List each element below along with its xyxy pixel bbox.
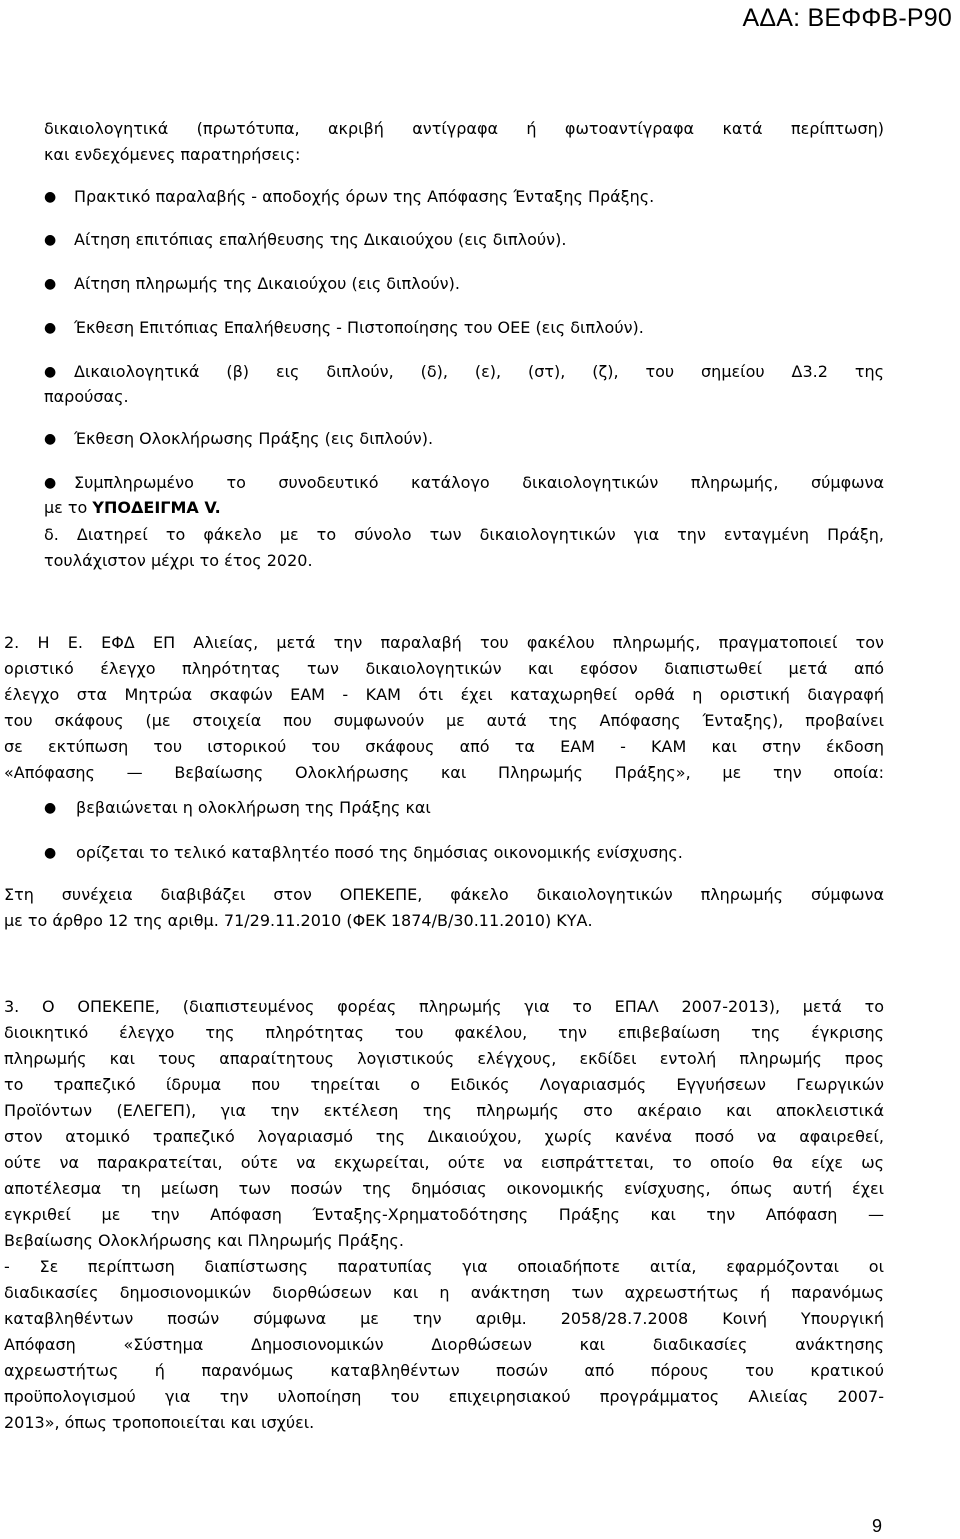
list-item-text: Δικαιολογητικά (β) εις διπλούν, (δ), (ε), (στ), (ζ), του σημείου Δ3.2 της xyxy=(74,362,884,381)
section-2-line: «Απόφασης — Βεβαίωσης Ολοκλήρωσης και Πληρωμής Πράξης», με την οποία: xyxy=(4,763,884,782)
list-item xyxy=(44,795,884,821)
section-4-line: - Σε περίπτωση διαπίστωσης παρατυπίας για οποιαδήποτε αιτία, εφαρμόζονται οι xyxy=(4,1257,884,1276)
bullet-icon: ● xyxy=(44,431,57,447)
section-4-paragraph xyxy=(4,1254,884,1436)
template-reference: ΥΠΟΔΕΙΓΜΑ V. xyxy=(92,498,221,517)
list-item-text: Έκθεση Ολοκλήρωσης Πράξης (εις διπλούν). xyxy=(74,429,434,448)
section-2-line: οριστικό έλεγχο πληρότητας των δικαιολογητικών και εφόσον διαπιστωθεί μετά από xyxy=(4,659,884,678)
bullet-icon: ● xyxy=(44,845,57,861)
delta-line-2: τουλάχιστον μέχρι το έτος 2020. xyxy=(44,551,313,570)
section-4-line: διαδικασίες δημοσιονομικών διορθώσεων και η ανάκτηση των αχρεωστήτως ή παρανόμως xyxy=(4,1283,884,1302)
list-item-continuation xyxy=(44,384,884,410)
list-item xyxy=(44,315,884,341)
list-item-text: Συμπληρωμένο το συνοδευτικό κατάλογο δικαιολογητικών πληρωμής, σύμφωνα xyxy=(74,473,884,492)
list-item-text: παρούσας. xyxy=(44,387,129,406)
list-item xyxy=(44,184,884,210)
page-number: 9 xyxy=(871,1516,882,1536)
bullet-icon: ● xyxy=(44,475,57,491)
section-3-line: ούτε να παρακρατείται, ούτε να εκχωρείται, ούτε να εισπράττεται, το οποίο θα είχε ως xyxy=(4,1153,884,1172)
section-3-line: 3. Ο ΟΠΕΚΕΠΕ, (διαπιστευμένος φορέας πληρωμής για το ΕΠΑΛ 2007-2013), μετά το xyxy=(4,997,884,1016)
ada-code: ΑΔΑ: ΒΕΦΦΒ-Ρ90 xyxy=(742,4,952,32)
section-3-line: το τραπεζικό ίδρυμα που τηρείται ο Ειδικός Λογαριασμός Εγγυήσεων Γεωργικών xyxy=(4,1075,884,1094)
intro-paragraph xyxy=(44,116,884,168)
section-2-after xyxy=(4,882,884,934)
list-item xyxy=(44,840,884,866)
bullet-icon: ● xyxy=(44,189,57,205)
bullet-icon: ● xyxy=(44,800,57,816)
section-2-line: σε εκτύπωση του ιστορικού του σκάφους από τα ΕΑΜ - ΚΑΜ και στην έκδοση xyxy=(4,737,884,756)
section-3-line: διοικητικό έλεγχο της πληρότητας του φακέλου, την επιβεβαίωση της έγκρισης xyxy=(4,1023,884,1042)
section-2-after-line: με το άρθρο 12 της αριθμ. 71/29.11.2010 (ΦΕΚ 1874/Β/30.11.2010) ΚΥΑ. xyxy=(4,911,593,930)
list-item-text: με το xyxy=(44,498,93,517)
section-4-line: αχρεωστήτως ή παρανόμως καταβληθέντων ποσών από πόρους του κρατικού xyxy=(4,1361,884,1380)
section-3-line: Προϊόντων (ΕΛΕΓΕΠ), για την εκτέλεση της πληρωμής στο ακέραιο και αποκλειστικά xyxy=(4,1101,884,1120)
bullet-icon: ● xyxy=(44,276,57,292)
section-3-line: πληρωμής και τους απαραίτητους λογιστικούς ελέγχους, εκδίδει εντολή πληρωμής προς xyxy=(4,1049,884,1068)
section-4-line: προϋπολογισμού για την υλοποίηση του επιχειρησιακού προγράμματος Αλιείας 2007- xyxy=(4,1387,884,1406)
bullet-icon: ● xyxy=(44,232,57,248)
delta-paragraph xyxy=(44,522,884,574)
section-2-after-line: Στη συνέχεια διαβιβάζει στον ΟΠΕΚΕΠΕ, φάκελο δικαιολογητικών πληρωμής σύμφωνα xyxy=(4,885,884,904)
list-item xyxy=(44,359,884,385)
bullet-icon: ● xyxy=(44,364,57,380)
list-item xyxy=(44,271,884,297)
bullet-icon: ● xyxy=(44,320,57,336)
section-2-line: του σκάφους (με στοιχεία που συμφωνούν με αυτά της Απόφασης Ένταξης), προβαίνει xyxy=(4,711,884,730)
intro-line-1: δικαιολογητικά (πρωτότυπα, ακριβή αντίγραφα ή φωτοαντίγραφα κατά περίπτωση) xyxy=(44,119,884,138)
section-3-line: στον ατομικό τραπεζικό λογαριασμό της Δικαιούχου, χωρίς κανένα ποσό να αφαιρεθεί, xyxy=(4,1127,884,1146)
section-4-line: 2013», όπως τροποποιείται και ισχύει. xyxy=(4,1413,315,1432)
list-item-text: Έκθεση Επιτόπιας Επαλήθευσης - Πιστοποίησης του ΟΕΕ (εις διπλούν). xyxy=(74,318,644,337)
list-item-continuation xyxy=(44,495,884,521)
section-2-line: έλεγχο στα Μητρώα σκαφών ΕΑΜ - ΚΑΜ ότι έχει καταχωρηθεί ορθά η οριστική διαγραφή xyxy=(4,685,884,704)
section-3-paragraph xyxy=(4,994,884,1254)
section-4-line: Απόφαση «Σύστημα Δημοσιονομικών Διορθώσεων και διαδικασίες ανάκτησης xyxy=(4,1335,884,1354)
list-item-text: ορίζεται το τελικό καταβλητέο ποσό της δημόσιας οικονομικής ενίσχυσης. xyxy=(76,843,683,862)
list-item-text: Αίτηση πληρωμής της Δικαιούχου (εις διπλούν). xyxy=(74,274,460,293)
list-item-text: Πρακτικό παραλαβής - αποδοχής όρων της Απόφασης Ένταξης Πράξης. xyxy=(74,187,655,206)
list-item-text: Αίτηση επιτόπιας επαλήθευσης της Δικαιούχου (εις διπλούν). xyxy=(74,230,567,249)
section-2-line: 2. Η Ε. ΕΦΔ ΕΠ Αλιείας, μετά την παραλαβή του φακέλου πληρωμής, πραγματοποιεί τον xyxy=(4,633,884,652)
list-item xyxy=(44,227,884,253)
section-3-line: Βεβαίωσης Ολοκλήρωσης και Πληρωμής Πράξης. xyxy=(4,1231,404,1250)
list-item xyxy=(44,470,884,496)
section-2-paragraph xyxy=(4,630,884,786)
list-item xyxy=(44,426,884,452)
section-3-line: αποτέλεσμα τη μείωση των ποσών της δημόσιας οικονομικής ενίσχυσης, όπως αυτή έχει xyxy=(4,1179,884,1198)
section-4-line: καταβληθέντων ποσών σύμφωνα με την αριθμ. 2058/28.7.2008 Κοινή Υπουργική xyxy=(4,1309,884,1328)
delta-line-1: δ. Διατηρεί το φάκελο με το σύνολο των δικαιολογητικών για την ενταγμένη Πράξη, xyxy=(44,525,884,544)
list-item-text: βεβαιώνεται η ολοκλήρωση της Πράξης και xyxy=(76,798,431,817)
section-3-line: εγκριθεί με την Απόφαση Ένταξης-Χρηματοδότησης Πράξης και την Απόφαση — xyxy=(4,1205,884,1224)
intro-line-2: και ενδεχόμενες παρατηρήσεις: xyxy=(44,145,301,164)
